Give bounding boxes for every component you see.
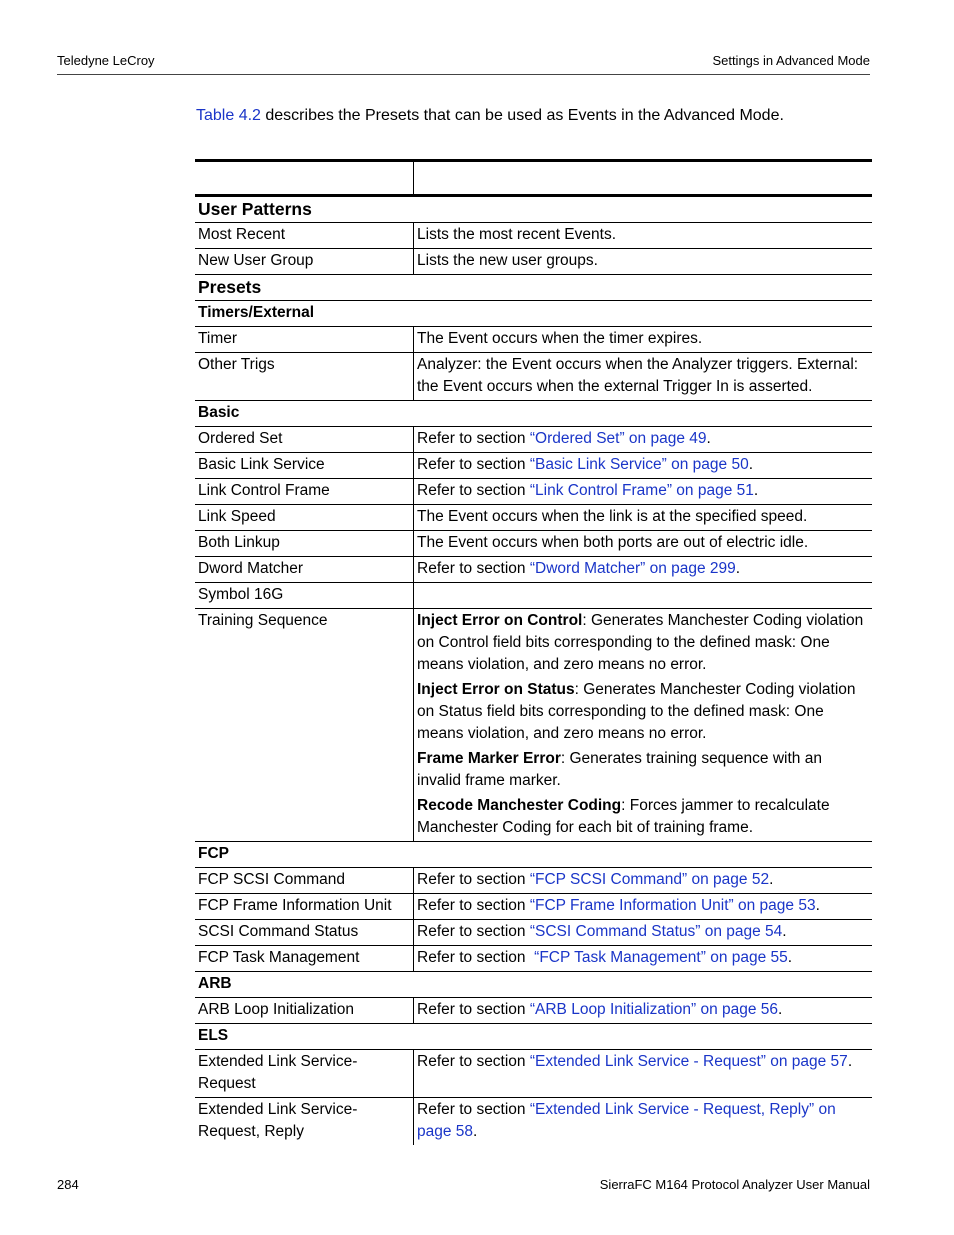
section-link[interactable]: “Dword Matcher” on page 299 (529, 560, 736, 577)
event-name: Link Control Frame (195, 479, 414, 505)
event-name: Other Trigs (195, 353, 414, 401)
event-description: Refer to section “Link Control Frame” on page 51. (414, 479, 873, 505)
event-name: Dword Matcher (195, 557, 414, 583)
section-title: User Patterns (195, 196, 872, 223)
event-name: Extended Link Service-Request, Reply (195, 1098, 414, 1146)
subsection-row (195, 1024, 872, 1050)
section-row (195, 196, 872, 223)
subsection-title: Timers/External (195, 301, 872, 327)
table-row (195, 327, 872, 353)
event-description: Refer to section “FCP Frame Information Unit” on page 53. (414, 894, 873, 920)
event-description: Refer to section “Extended Link Service - Request” on page 57. (414, 1050, 873, 1098)
table-row (195, 505, 872, 531)
table-row (195, 583, 872, 609)
subsection-title: Basic (195, 401, 872, 427)
event-name: Most Recent (195, 223, 414, 249)
running-header-right: Settings in Advanced Mode (712, 53, 870, 68)
table-row (195, 868, 872, 894)
event-name: SCSI Command Status (195, 920, 414, 946)
event-name: FCP SCSI Command (195, 868, 414, 894)
section-link[interactable]: “Extended Link Service - Request, Reply” on page 58 (417, 1101, 836, 1140)
section-link[interactable]: “Extended Link Service - Request” on page 57 (529, 1053, 848, 1070)
running-header-left: Teledyne LeCroy (57, 53, 155, 68)
event-name: FCP Frame Information Unit (195, 894, 414, 920)
section-link[interactable]: “Basic Link Service” on page 50 (529, 456, 749, 473)
event-description: The Event occurs when the link is at the specified speed. (414, 505, 873, 531)
event-name: Symbol 16G (195, 583, 414, 609)
description-paragraph: Inject Error on Control: Generates Manchester Coding violation on Control field bits corresponding to the defined mask: One means violation, and zero means no error. (417, 612, 864, 673)
event-description: The Event occurs when both ports are out of electric idle. (414, 531, 873, 557)
intro-text: describes the Presets that can be used as Events in the Advanced Mode. (260, 107, 784, 124)
subsection-row (195, 401, 872, 427)
table-row (195, 1098, 872, 1146)
section-link[interactable]: “ARB Loop Initialization” on page 56 (529, 1001, 779, 1018)
table-row (195, 1050, 872, 1098)
table-row (195, 894, 872, 920)
description-paragraph: Frame Marker Error: Generates training sequence with an invalid frame marker. (417, 750, 822, 789)
event-description: The Event occurs when the timer expires. (414, 327, 873, 353)
section-link[interactable]: “FCP SCSI Command” on page 52 (529, 871, 770, 888)
event-description: Refer to section “Extended Link Service - Request, Reply” on page 58. (417, 1101, 836, 1140)
event-name: ARB Loop Initialization (195, 998, 414, 1024)
subsection-row (195, 301, 872, 327)
description-paragraph: Recode Manchester Coding: Forces jammer to recalculate Manchester Coding for each bit of training frame. (417, 797, 830, 836)
table-row (195, 353, 872, 401)
event-name: Extended Link Service-Request (195, 1050, 414, 1098)
event-name: Training Sequence (195, 609, 414, 842)
event-name: Basic Link Service (195, 453, 414, 479)
table-row (195, 946, 872, 972)
table-header-row (195, 161, 872, 196)
event-description: Refer to section “Dword Matcher” on page 299. (414, 557, 873, 583)
subsection-row (195, 842, 872, 868)
event-description: Refer to section “SCSI Command Status” on page 54. (414, 920, 873, 946)
event-description: Refer to section “FCP SCSI Command” on page 52. (414, 868, 873, 894)
subsection-title: ARB (195, 972, 872, 998)
event-name: Link Speed (195, 505, 414, 531)
table-row (195, 557, 872, 583)
section-row (195, 275, 872, 301)
table-row (195, 531, 872, 557)
section-title: Presets (195, 275, 872, 301)
event-description: Refer to section “Basic Link Service” on page 50. (414, 453, 873, 479)
event-name: Both Linkup (195, 531, 414, 557)
page-number: 284 (57, 1177, 79, 1192)
event-description (414, 583, 873, 609)
section-link[interactable]: “Ordered Set” on page 49 (529, 430, 707, 447)
table-row (195, 249, 872, 275)
event-name: New User Group (195, 249, 414, 275)
event-name: FCP Task Management (195, 946, 414, 972)
table-row (195, 920, 872, 946)
table-row (195, 609, 872, 842)
event-description: Refer to section “Ordered Set” on page 49. (414, 427, 873, 453)
subsection-row (195, 972, 872, 998)
event-name: Ordered Set (195, 427, 414, 453)
table-row (195, 427, 872, 453)
subsection-title: ELS (195, 1024, 872, 1050)
section-link[interactable]: “FCP Frame Information Unit” on page 53 (529, 897, 816, 914)
intro-paragraph (196, 107, 784, 125)
table-row (195, 998, 872, 1024)
section-link[interactable]: “SCSI Command Status” on page 54 (529, 923, 783, 940)
table-reference-link[interactable]: Table 4.2 (196, 107, 261, 124)
section-link[interactable]: “FCP Task Management” on page 55 (534, 949, 788, 966)
table-row (195, 223, 872, 249)
event-description: Refer to section “ARB Loop Initialization” on page 56. (414, 998, 873, 1024)
description-paragraph: Inject Error on Status: Generates Manchester Coding violation on Status field bits corresponding to the defined mask: One means violation, and zero means no error. (417, 681, 856, 742)
event-description: Refer to section “FCP Task Management” on page 55. (414, 946, 873, 972)
table-row (195, 479, 872, 505)
header-rule (57, 74, 870, 75)
event-description (414, 609, 873, 842)
table-row (195, 453, 872, 479)
section-link[interactable]: “Link Control Frame” on page 51 (529, 482, 754, 499)
event-description: Lists the new user groups. (414, 249, 873, 275)
event-description: Lists the most recent Events. (414, 223, 873, 249)
footer-title: SierraFC M164 Protocol Analyzer User Manual (599, 1177, 870, 1192)
subsection-title: FCP (195, 842, 872, 868)
presets-table (195, 159, 872, 1145)
event-name: Timer (195, 327, 414, 353)
event-description: Analyzer: the Event occurs when the Analyzer triggers. External: the Event occurs when the external Trigger In is asserted. (414, 353, 873, 401)
